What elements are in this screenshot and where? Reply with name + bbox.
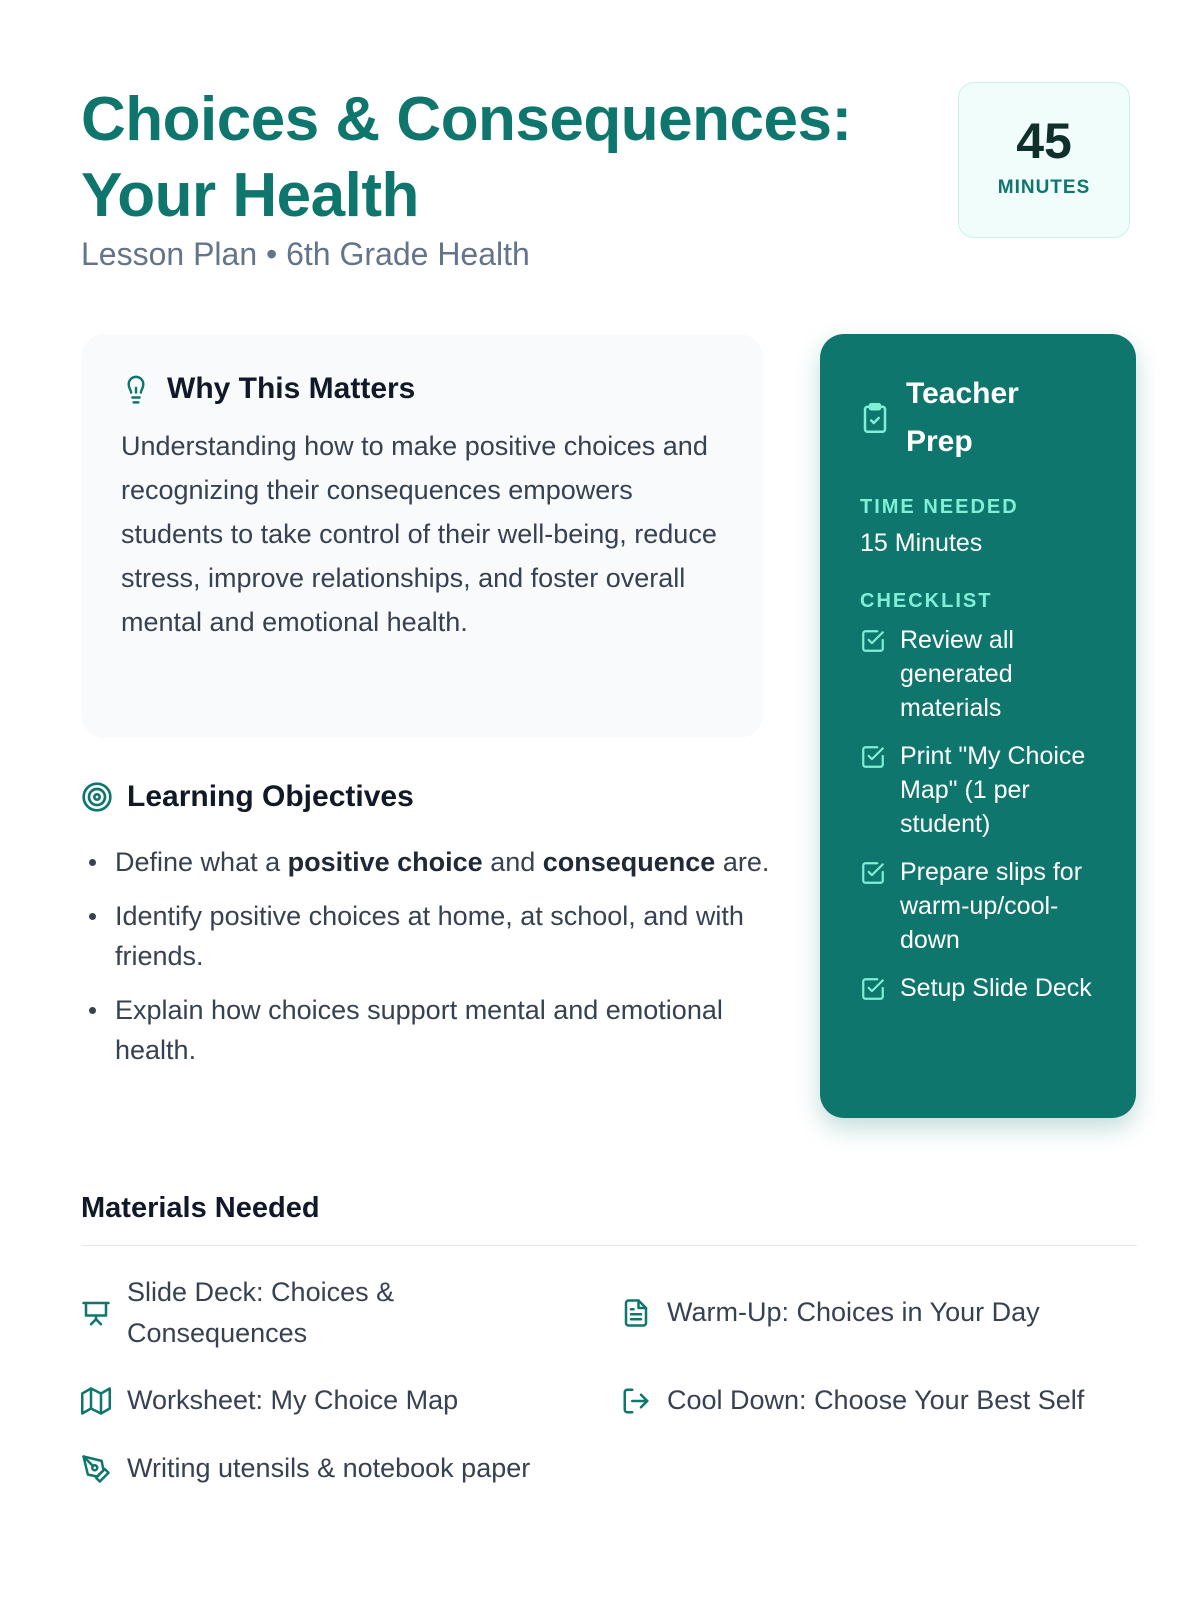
title-line-1: Choices & Consequences: xyxy=(81,85,852,154)
material-label: Slide Deck: Choices & Consequences xyxy=(127,1277,395,1348)
pen-tool-icon xyxy=(81,1454,111,1484)
term-consequence: consequence xyxy=(542,847,716,877)
prep-title: Teacher Prep xyxy=(906,377,1019,458)
learning-objectives xyxy=(81,780,781,1084)
duration-value: 45 xyxy=(1016,113,1072,169)
checklist-item-label: Prepare slips for warm-up/cool-down xyxy=(900,858,1083,954)
objectives-heading: Learning Objectives xyxy=(127,780,414,813)
checklist-item[interactable] xyxy=(860,971,1096,1005)
checklist-item[interactable] xyxy=(860,739,1096,841)
objective-item: Identify positive choices at home, at school, and with friends. xyxy=(115,896,781,976)
objective-item: Explain how choices support mental and emotional health. xyxy=(115,990,781,1070)
document-icon xyxy=(621,1297,651,1329)
material-label: Warm-Up: Choices in Your Day xyxy=(667,1297,1040,1327)
page-subtitle: Lesson Plan • 6th Grade Health xyxy=(81,236,530,272)
checklist-item[interactable] xyxy=(860,623,1096,725)
checkbox-icon xyxy=(860,976,886,1002)
material-item[interactable] xyxy=(81,1448,530,1489)
why-heading: Why This Matters xyxy=(167,372,416,405)
materials-list xyxy=(81,1246,1137,1486)
teacher-prep-panel xyxy=(820,334,1136,1118)
objectives-list xyxy=(81,842,781,1070)
objective-item: Define what a positive choice and consequence are. xyxy=(115,842,781,882)
materials-needed xyxy=(81,1192,1137,1486)
checklist-item-label: Setup Slide Deck xyxy=(900,974,1092,1002)
checkbox-icon xyxy=(860,628,886,654)
material-item[interactable] xyxy=(621,1292,1040,1333)
map-icon xyxy=(81,1386,111,1416)
time-needed-value: 15 Minutes xyxy=(860,529,983,557)
checklist-label: CHECKLIST xyxy=(860,590,993,612)
clipboard-check-icon xyxy=(860,401,890,435)
checklist-item-label: Review all generated materials xyxy=(900,626,1014,722)
material-label: Worksheet: My Choice Map xyxy=(127,1385,459,1415)
duration-label: MINUTES xyxy=(997,177,1091,198)
material-label: Cool Down: Choose Your Best Self xyxy=(667,1385,1085,1415)
presentation-icon xyxy=(81,1298,111,1328)
exit-icon xyxy=(621,1386,651,1416)
lightbulb-icon xyxy=(121,372,151,406)
page-title xyxy=(81,82,921,234)
checkbox-icon xyxy=(860,744,886,770)
time-needed-label: TIME NEEDED xyxy=(860,496,1019,518)
checkbox-icon xyxy=(860,860,886,886)
title-line-2: Your Health xyxy=(81,161,419,230)
target-icon xyxy=(81,781,113,813)
checklist xyxy=(860,623,1096,1005)
checklist-item[interactable] xyxy=(860,855,1096,957)
why-text: Understanding how to make positive choices and recognizing their consequences empowers students to take control of their well-being, reduce stress, improve relationships, and foster overall mental and emotional health. xyxy=(121,431,717,637)
duration-badge xyxy=(958,82,1130,238)
material-item[interactable] xyxy=(81,1272,561,1354)
material-label: Writing utensils & notebook paper xyxy=(127,1453,531,1483)
material-item[interactable] xyxy=(81,1380,458,1421)
why-this-matters-card xyxy=(81,334,763,738)
material-item[interactable] xyxy=(621,1380,1084,1421)
materials-heading: Materials Needed xyxy=(81,1192,1137,1246)
header xyxy=(81,82,921,273)
checklist-item-label: Print "My Choice Map" (1 per student) xyxy=(900,742,1086,838)
term-positive-choice: positive choice xyxy=(287,847,483,877)
